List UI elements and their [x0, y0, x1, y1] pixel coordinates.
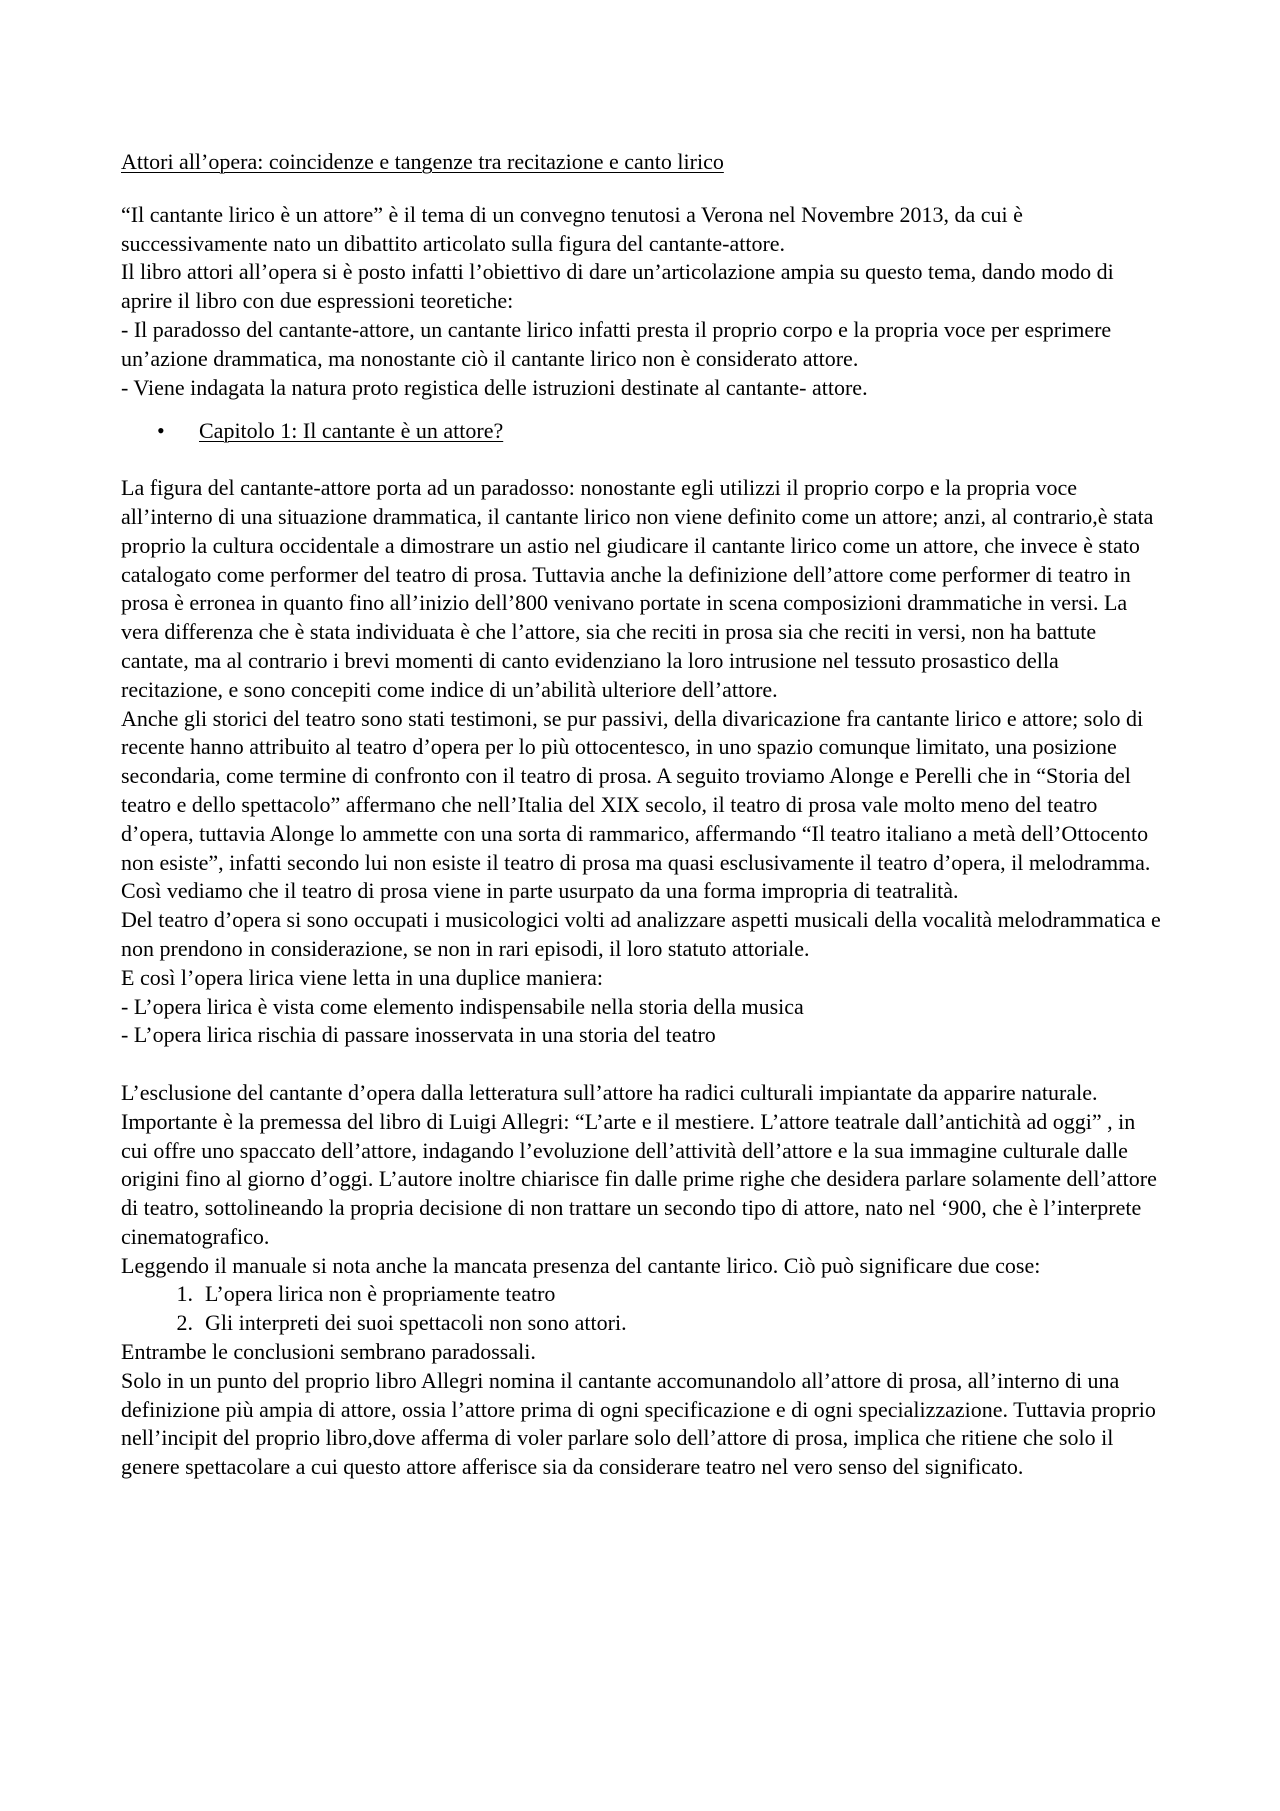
- chapter-heading: [121, 417, 1166, 446]
- numbered-list-item: [157, 1309, 1166, 1338]
- list-number: 1.: [176, 1281, 193, 1307]
- body-paragraph: Entrambe le conclusioni sembrano paradossali.: [121, 1339, 536, 1365]
- list-item-text: Gli interpreti dei suoi spettacoli non sono attori.: [205, 1310, 627, 1336]
- section-two: [121, 1079, 1166, 1281]
- paragraph-gap: [121, 1050, 1166, 1079]
- numbered-list: [121, 1280, 1166, 1338]
- intro-paragraph: Il libro attori all’opera si è posto infatti l’obiettivo di dare un’articolazione ampia su questo tema, dando modo di aprire il libro con due espressioni teoretiche:: [121, 259, 1114, 314]
- dash-list-item: - L’opera lirica rischia di passare inosservata in una storia del teatro: [121, 1022, 716, 1048]
- numbered-list-item: [157, 1280, 1166, 1309]
- chapter-label: Capitolo 1: Il cantante è un attore?: [199, 418, 504, 444]
- document-title: Attori all’opera: coincidenze e tangenze tra recitazione e canto lirico: [121, 149, 724, 174]
- list-number: 2.: [176, 1310, 193, 1336]
- body-paragraph: La figura del cantante-attore porta ad un paradosso: nonostante egli utilizzi il proprio corpo e la propria voce all’interno di una situazione drammatica, il cantante lirico non viene definito come un attore; anzi, al contrario,è stata proprio la cultura occidentale a dimostrare un astio nel giudicare il cantante lirico come un attore, che invece è stato catalogato come performer del teatro di prosa. Tuttavia anche la definizione dell’attore come performer di teatro in prosa è erronea in quanto fino all’inizio dell’800 venivano portate in scena composizioni drammatiche in versi. La vera differenza che è stata individuata è che l’attore, sia che reciti in prosa sia che reciti in versi, non ha battute cantate, ma al contrario i brevi momenti di canto evidenziano la loro intrusione nel tessuto prosastico della recitazione, e sono concepiti come indice di un’abilità ulteriore dell’attore.: [121, 475, 1154, 702]
- intro-dash-item: - Viene indagata la natura proto registica delle istruzioni destinate al cantante- attore.: [121, 374, 868, 400]
- body-paragraph: Solo in un punto del proprio libro Allegri nomina il cantante accomunandolo all’attore di prosa, all’interno di una definizione più ampia di attore, ossia l’attore prima di ogni specificazione e di ogni specializzazione. Tuttavia proprio nell’incipit del proprio libro,dove afferma di voler parlare solo dell’attore di prosa, implica che ritiene che solo il genere spettacolare a cui questo attore afferisce sia da considerare teatro nel vero senso del significato.: [121, 1367, 1156, 1480]
- body-paragraph: E così l’opera lirica viene letta in una duplice maniera:: [121, 964, 603, 990]
- bullet-icon: •: [157, 418, 165, 444]
- intro-section: [121, 201, 1166, 403]
- body-paragraph: Del teatro d’opera si sono occupati i musicologici volti ad analizzare aspetti musicali della vocalità melodrammatica e non prendono in considerazione, se non in rari episodi, il loro statuto attoriale.: [121, 907, 1161, 961]
- intro-dash-item: - Il paradosso del cantante-attore, un cantante lirico infatti presta il proprio corpo e la propria voce per esprimere un’azione drammatica, ma nonostante ciò il cantante lirico non è considerato attore.: [121, 316, 1112, 371]
- body-paragraph: Leggendo il manuale si nota anche la mancata presenza del cantante lirico. Ciò può significare due cose:: [121, 1252, 1041, 1278]
- intro-paragraph: “Il cantante lirico è un attore” è il tema di un convegno tenutosi a Verona nel Novembre 2013, da cui è successivamente nato un dibattito articolato sulla figura del cantante-attore.: [121, 201, 1023, 256]
- list-item-text: L’opera lirica non è propriamente teatro: [205, 1281, 556, 1307]
- body-paragraph: L’esclusione del cantante d’opera dalla letteratura sull’attore ha radici culturali impiantate da apparire naturale. Importante è la premessa del libro di Luigi Allegri: “L’arte e il mestiere. L’attore teatrale dall’antichità ad oggi” , in cui offre uno spaccato dell’attore, indagando l’evoluzione dell’attività dell’attore e la sua immagine culturale dalle origini fino al giorno d’oggi. L’autore inoltre chiarisce fin dalle prime righe che desidera parlare solamente dell’attore di teatro, sottolineando la propria decisione di non trattare un secondo tipo di attore, nato nel ‘900, che è l’interprete cinematografico.: [121, 1079, 1157, 1249]
- section-one: [121, 474, 1166, 1050]
- document-page: [121, 148, 1166, 1482]
- body-paragraph: Anche gli storici del teatro sono stati testimoni, se pur passivi, della divaricazione fra cantante lirico e attore; solo di recente hanno attribuito al teatro d’opera per lo più ottocentesco, in uno spazio comunque limitato, una posizione secondaria, come termine di confronto con il teatro di prosa. A seguito troviamo Alonge e Perelli che in “Storia del teatro e dello spettacolo” affermano che nell’Italia del XIX secolo, il teatro di prosa vale molto meno del teatro d’opera, tuttavia Alonge lo ammette con una sorta di rammarico, affermando “Il teatro italiano a metà dell’Ottocento non esiste”, infatti secondo lui non esiste il teatro di prosa ma quasi esclusivamente il teatro d’opera, il melodramma. Così vediamo che il teatro di prosa viene in parte usurpato da una forma impropria di teatralità.: [121, 705, 1151, 904]
- section-three: [121, 1338, 1166, 1482]
- dash-list-item: - L’opera lirica è vista come elemento indispensabile nella storia della musica: [121, 993, 804, 1019]
